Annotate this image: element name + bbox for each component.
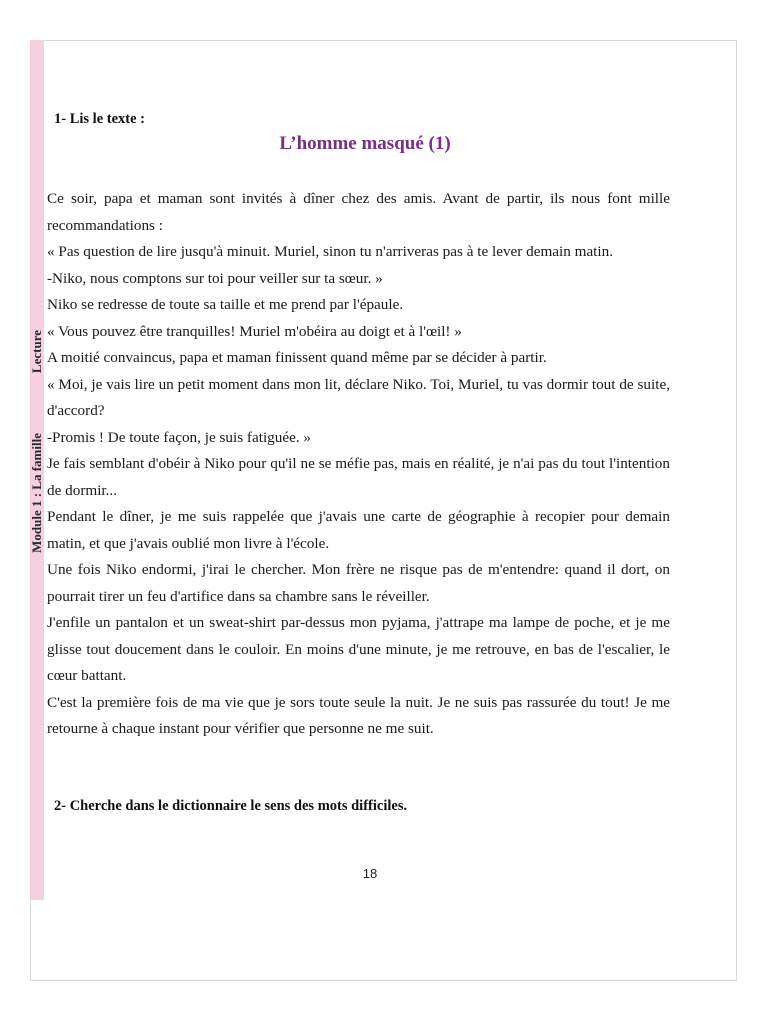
section-label: Lecture — [29, 330, 44, 374]
page-number: 18 — [362, 866, 378, 881]
reading-text — [47, 186, 670, 743]
paragraph: Une fois Niko endormi, j'irai le chercher. Mon frère ne risque pas de m'entendre: quand il dort, on pourrait tirer un feu d'artifice dans sa chambre sans le réveiller. — [47, 561, 670, 605]
text-title: L’homme masqué (1) — [279, 133, 451, 154]
paragraph: Niko se redresse de toute sa taille et me prend par l'épaule. — [47, 296, 404, 313]
paragraph: C'est la première fois de ma vie que je sors toute seule la nuit. Je ne suis pas rassurée du tout! Je me retourne à chaque instant pour vérifier que personne ne me suit. — [47, 693, 670, 737]
paragraph: A moitié convaincus, papa et maman finissent quand même par se décider à partir. — [47, 349, 547, 366]
paragraph: Ce soir, papa et maman sont invités à dîner chez des amis. Avant de partir, ils nous font mille recommandations : — [47, 190, 670, 234]
paragraph: -Niko, nous comptons sur toi pour veiller sur ta sœur. » — [47, 269, 383, 287]
paragraph: J'enfile un pantalon et un sweat-shirt par-dessus mon pyjama, j'attrape ma lampe de poche, et je me glisse tout doucement dans le couloir. En moins d'une minute, je me retrouve, en bas de l'escalier, le cœur battant. — [47, 614, 670, 684]
module-label: Module 1 : La famille — [29, 433, 44, 553]
paragraph: Je fais semblant d'obéir à Niko pour qu'il ne se méfie pas, mais en réalité, je n'ai pas du tout l'intention de dormir... — [47, 455, 670, 499]
instruction-read-text: 1- Lis le texte : — [54, 111, 145, 127]
paragraph: « Pas question de lire jusqu'à minuit. Muriel, sinon tu n'arriveras pas à te lever demain matin. — [47, 243, 614, 260]
paragraph: -Promis ! De toute façon, je suis fatiguée. » — [47, 428, 312, 446]
paragraph: « Moi, je vais lire un petit moment dans mon lit, déclare Niko. Toi, Muriel, tu vas dormir tout de suite, d'accord? — [47, 375, 670, 419]
paragraph: « Vous pouvez être tranquilles! Muriel m'obéira au doigt et à l'œil! » — [47, 322, 462, 340]
paragraph: Pendant le dîner, je me suis rappelée que j'avais une carte de géographie à recopier pour demain matin, et que j'avais oublié mon livre à l'école. — [47, 508, 670, 552]
instruction-dictionary: 2- Cherche dans le dictionnaire le sens des mots difficiles. — [54, 798, 408, 814]
